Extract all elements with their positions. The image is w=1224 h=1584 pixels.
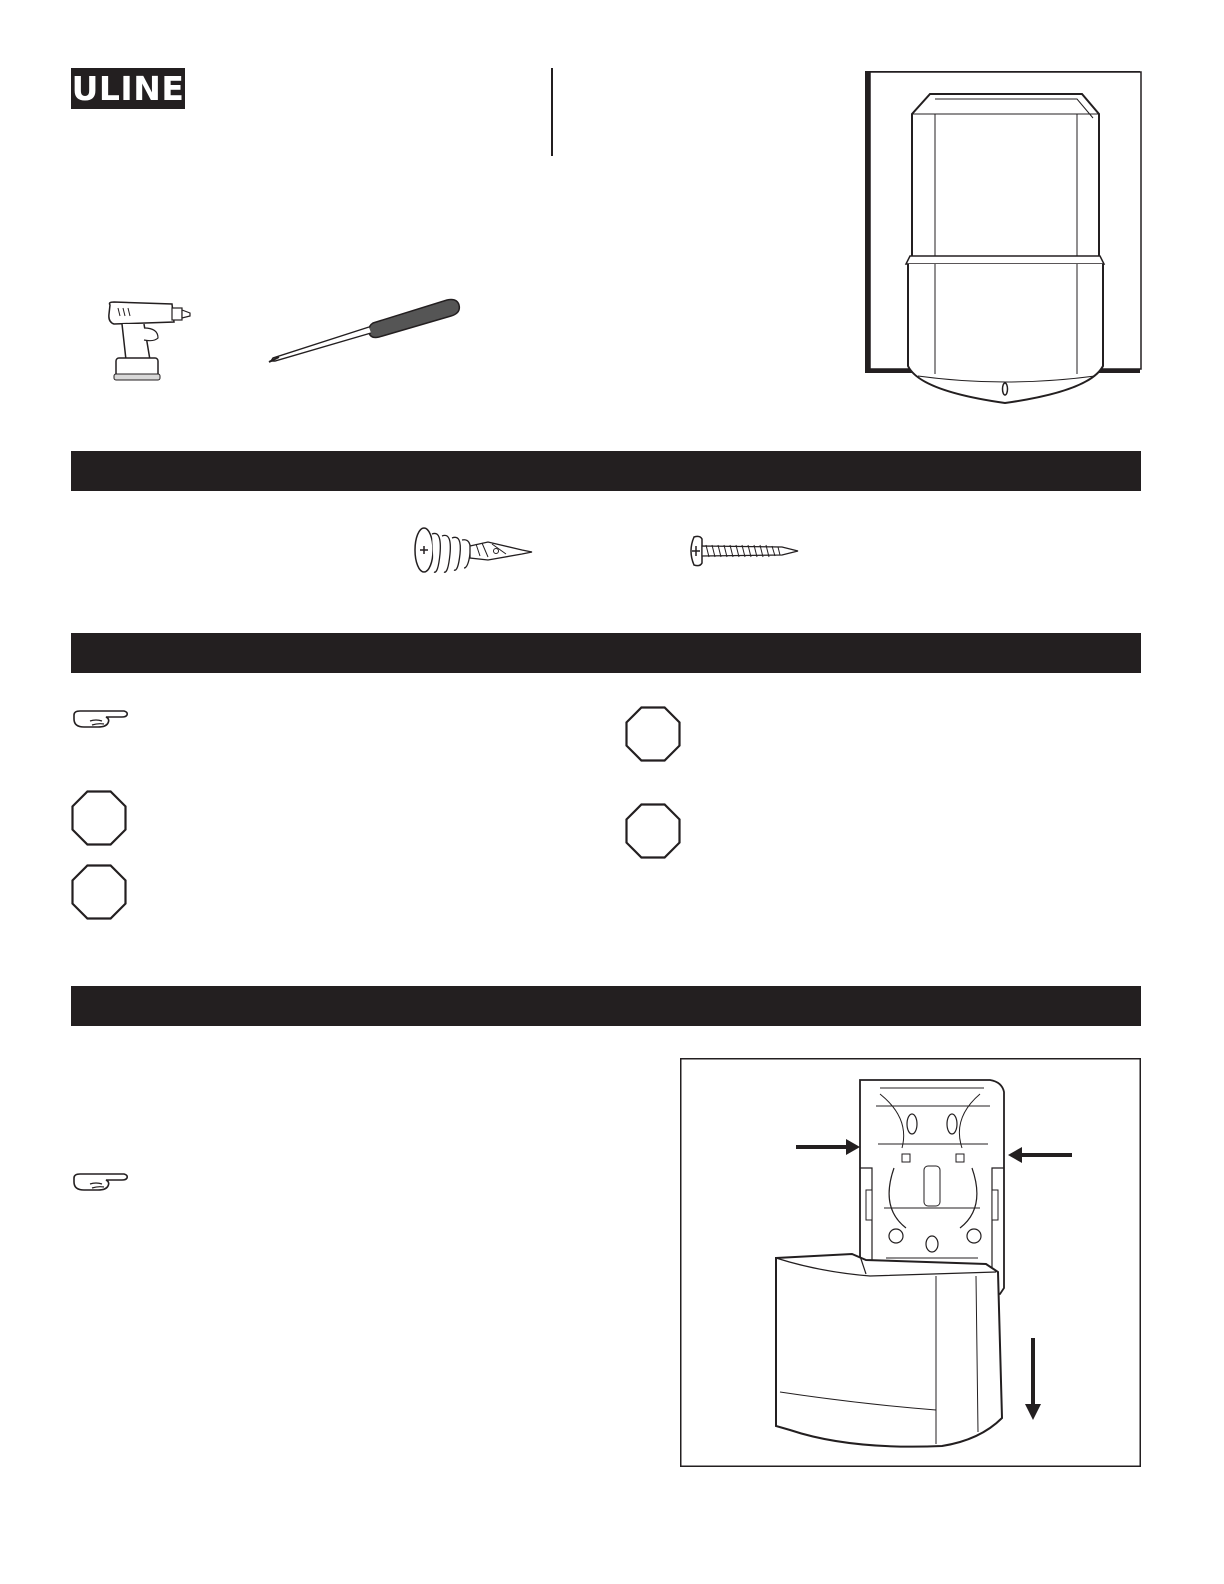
section-header-bar-cautions xyxy=(71,633,1141,673)
octagon-step-marker xyxy=(625,803,681,859)
pointing-hand-icon xyxy=(72,1170,130,1194)
dispenser-front-illustration xyxy=(860,66,1150,411)
octagon-step-marker xyxy=(625,706,681,762)
section-header-bar-parts xyxy=(71,451,1141,491)
octagon-step-marker xyxy=(71,790,127,846)
dispenser-open-illustration xyxy=(680,1058,1141,1467)
uline-logo: ULINE xyxy=(71,69,185,108)
section-header-bar-installation xyxy=(71,986,1141,1026)
pointing-hand-icon xyxy=(72,707,130,731)
header-divider xyxy=(551,68,553,156)
phillips-screwdriver-icon xyxy=(265,295,465,367)
screw-icon xyxy=(686,533,802,569)
octagon-step-marker xyxy=(71,864,127,920)
drywall-anchor-icon xyxy=(410,524,538,580)
drill-icon xyxy=(104,300,196,382)
